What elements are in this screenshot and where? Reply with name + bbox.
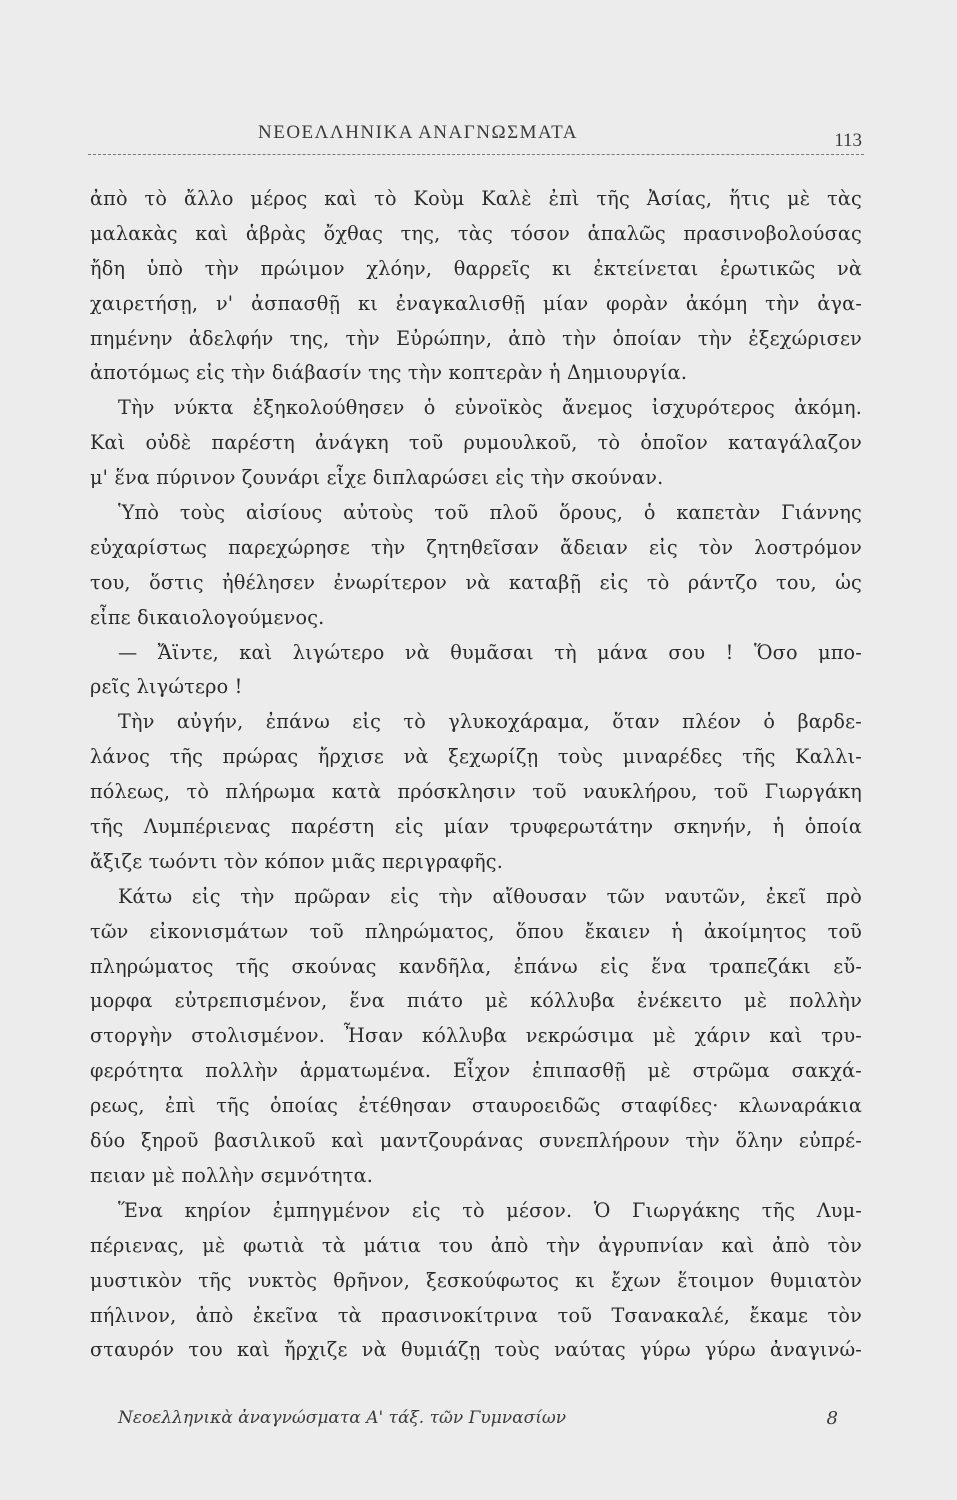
text-line: Ὑπὸ τοὺς αἰσίους αὐτοὺς τοῦ πλοῦ ὅρους, ὁ καπετὰν Γιάννης bbox=[118, 501, 862, 525]
footer-book-title: Νεοελληνικὰ ἀναγνώσματα Α' τάξ. τῶν Γυμνασίων bbox=[118, 1408, 567, 1428]
text-line: Κάτω εἰς τὴν πρῶραν εἰς τὴν αἴθουσαν τῶν ναυτῶν, ἐκεῖ πρὸ bbox=[118, 884, 862, 908]
signature-mark: 8 bbox=[826, 1408, 838, 1429]
text-line: πημένην ἀδελφήν της, τὴν Εὐρώπην, ἀπὸ τὴν ὁποίαν τὴν ἐξεχώρισεν bbox=[90, 326, 862, 350]
text-line: ἄξιζε τωόντι τὸν κόπον μιᾶς περιγραφῆς. bbox=[90, 849, 504, 873]
text-line: Καὶ οὐδὲ παρέστη ἀνάγκη τοῦ ρυμουλκοῦ, τὸ ὁποῖον καταγάλαζον bbox=[90, 431, 862, 455]
text-line: μ' ἕνα πύρινον ζουνάρι εἶχε διπλαρώσει εἰς τὴν σκούναν. bbox=[90, 466, 664, 490]
text-line: — Ἄϊντε, καὶ λιγώτερο νὰ θυμᾶσαι τὴ μάνα σου ! Ὅσο μπο- bbox=[118, 640, 862, 664]
text-line: πειαν μὲ πολλὴν σεμνότητα. bbox=[90, 1163, 374, 1187]
text-line: λάνος τῆς πρώρας ἤρχισε νὰ ξεχωρίζῃ τοὺς μιναρέδες τῆς Καλλι- bbox=[90, 745, 862, 769]
text-line: μυστικὸν τῆς νυκτὸς θρῆνον, ξεσκούφωτος κι ἔχων ἕτοιμον θυμιατὸν bbox=[90, 1268, 862, 1292]
text-line: μορφα εὐτρεπισμένον, ἕνα πιάτο μὲ κόλλυβα ἐνέκειτο μὲ πολλὴν bbox=[90, 989, 862, 1013]
text-line: στοργὴν στολισμένον. Ἦσαν κόλλυβα νεκρώσιμα μὲ χάριν καὶ τρυ- bbox=[90, 1024, 862, 1048]
text-line: ἤδη ὑπὸ τὴν πρώιμον χλόην, θαρρεῖς κι ἐκτείνεται ἐρωτικῶς νὰ bbox=[90, 256, 862, 280]
text-line: πληρώματος τῆς σκούνας κανδῆλα, ἐπάνω εἰς ἕνα τραπεζάκι εὔ- bbox=[90, 954, 862, 978]
text-line: μαλακὰς καὶ ἁβρὰς ὄχθας της, τὰς τόσον ἁπαλῶς πρασινοβολούσας bbox=[90, 221, 862, 245]
text-line: ρεως, ἐπὶ τῆς ὁποίας ἐτέθησαν σταυροειδῶς σταφίδες· κλωναράκια bbox=[90, 1094, 862, 1118]
header-rule bbox=[88, 154, 864, 155]
text-line: του, ὅστις ἠθέλησεν ἐνωρίτερον νὰ καταβῇ εἰς τὸ ράντζο του, ὡς bbox=[90, 570, 862, 594]
text-line: πόλεως, τὸ πλήρωμα κατὰ πρόσκλησιν τοῦ ναυκλήρου, τοῦ Γιωργάκη bbox=[90, 780, 862, 804]
text-line: σταυρόν του καὶ ἤρχιζε νὰ θυμιάζῃ τοὺς ναύτας γύρω γύρω ἀναγινώ- bbox=[90, 1338, 862, 1362]
text-line: Τὴν αὐγήν, ἐπάνω εἰς τὸ γλυκοχάραμα, ὅταν πλέον ὁ βαρδε- bbox=[118, 710, 862, 734]
text-line: πήλινον, ἀπὸ ἐκεῖνα τὰ πρασινοκίτρινα τοῦ Τσανακαλέ, ἔκαμε τὸν bbox=[90, 1303, 862, 1327]
page-number: 113 bbox=[834, 130, 862, 151]
text-line: πέριενας, μὲ φωτιὰ τὰ μάτια του ἀπὸ τὴν ἀγρυπνίαν καὶ ἀπὸ τὸν bbox=[90, 1233, 862, 1257]
text-line: τῆς Λυμπέριενας παρέστη εἰς μίαν τρυφερωτάτην σκηνήν, ἡ ὁποία bbox=[90, 815, 862, 839]
text-line: τῶν εἰκονισμάτων τοῦ πληρώματος, ὅπου ἔκαιεν ἡ ἀκοίμητος τοῦ bbox=[90, 919, 862, 943]
text-line: ἀπὸ τὸ ἄλλο μέρος καὶ τὸ Κοὺμ Καλὲ ἐπὶ τῆς Ἀσίας, ἥτις μὲ τὰς bbox=[90, 187, 862, 210]
text-line: δύο ξηροῦ βασιλικοῦ καὶ μαντζουράνας συνεπλήρουν τὴν ὅλην εὐπρέ- bbox=[90, 1129, 862, 1153]
text-line: φερότητα πολλὴν ἁρματωμένα. Εἶχον ἐπιπασθῇ μὲ στρῶμα σακχά- bbox=[90, 1059, 862, 1083]
text-line: ἀποτόμως εἰς τὴν διάβασίν της τὴν κοπτερὰν ἡ Δημιουργία. bbox=[90, 361, 688, 385]
text-line: ρεῖς λιγώτερο ! bbox=[90, 675, 243, 699]
body-text bbox=[90, 182, 862, 1368]
text-line: Ἕνα κηρίον ἐμπηγμένον εἰς τὸ μέσον. Ὁ Γιωργάκης τῆς Λυμ- bbox=[118, 1198, 862, 1222]
running-header bbox=[88, 118, 864, 152]
text-line: χαιρετήσῃ, ν' ἀσπασθῇ κι ἐναγκαλισθῇ μίαν φορὰν ἀκόμη τὴν ἀγα- bbox=[90, 291, 862, 315]
text-line: εἶπε δικαιολογούμενος. bbox=[90, 605, 325, 629]
running-title: ΝΕΟΕΛΛΗΝΙΚΑ ΑΝΑΓΝΩΣΜΑΤΑ bbox=[258, 122, 578, 143]
text-line: Τὴν νύκτα ἐξηκολούθησεν ὁ εὐνοϊκὸς ἄνεμος ἰσχυρότερος ἀκόμη. bbox=[118, 396, 862, 420]
page-footer bbox=[118, 1408, 838, 1438]
text-line: εὐχαρίστως παρεχώρησε τὴν ζητηθεῖσαν ἄδειαν εἰς τὸν λοστρόμον bbox=[90, 535, 862, 559]
